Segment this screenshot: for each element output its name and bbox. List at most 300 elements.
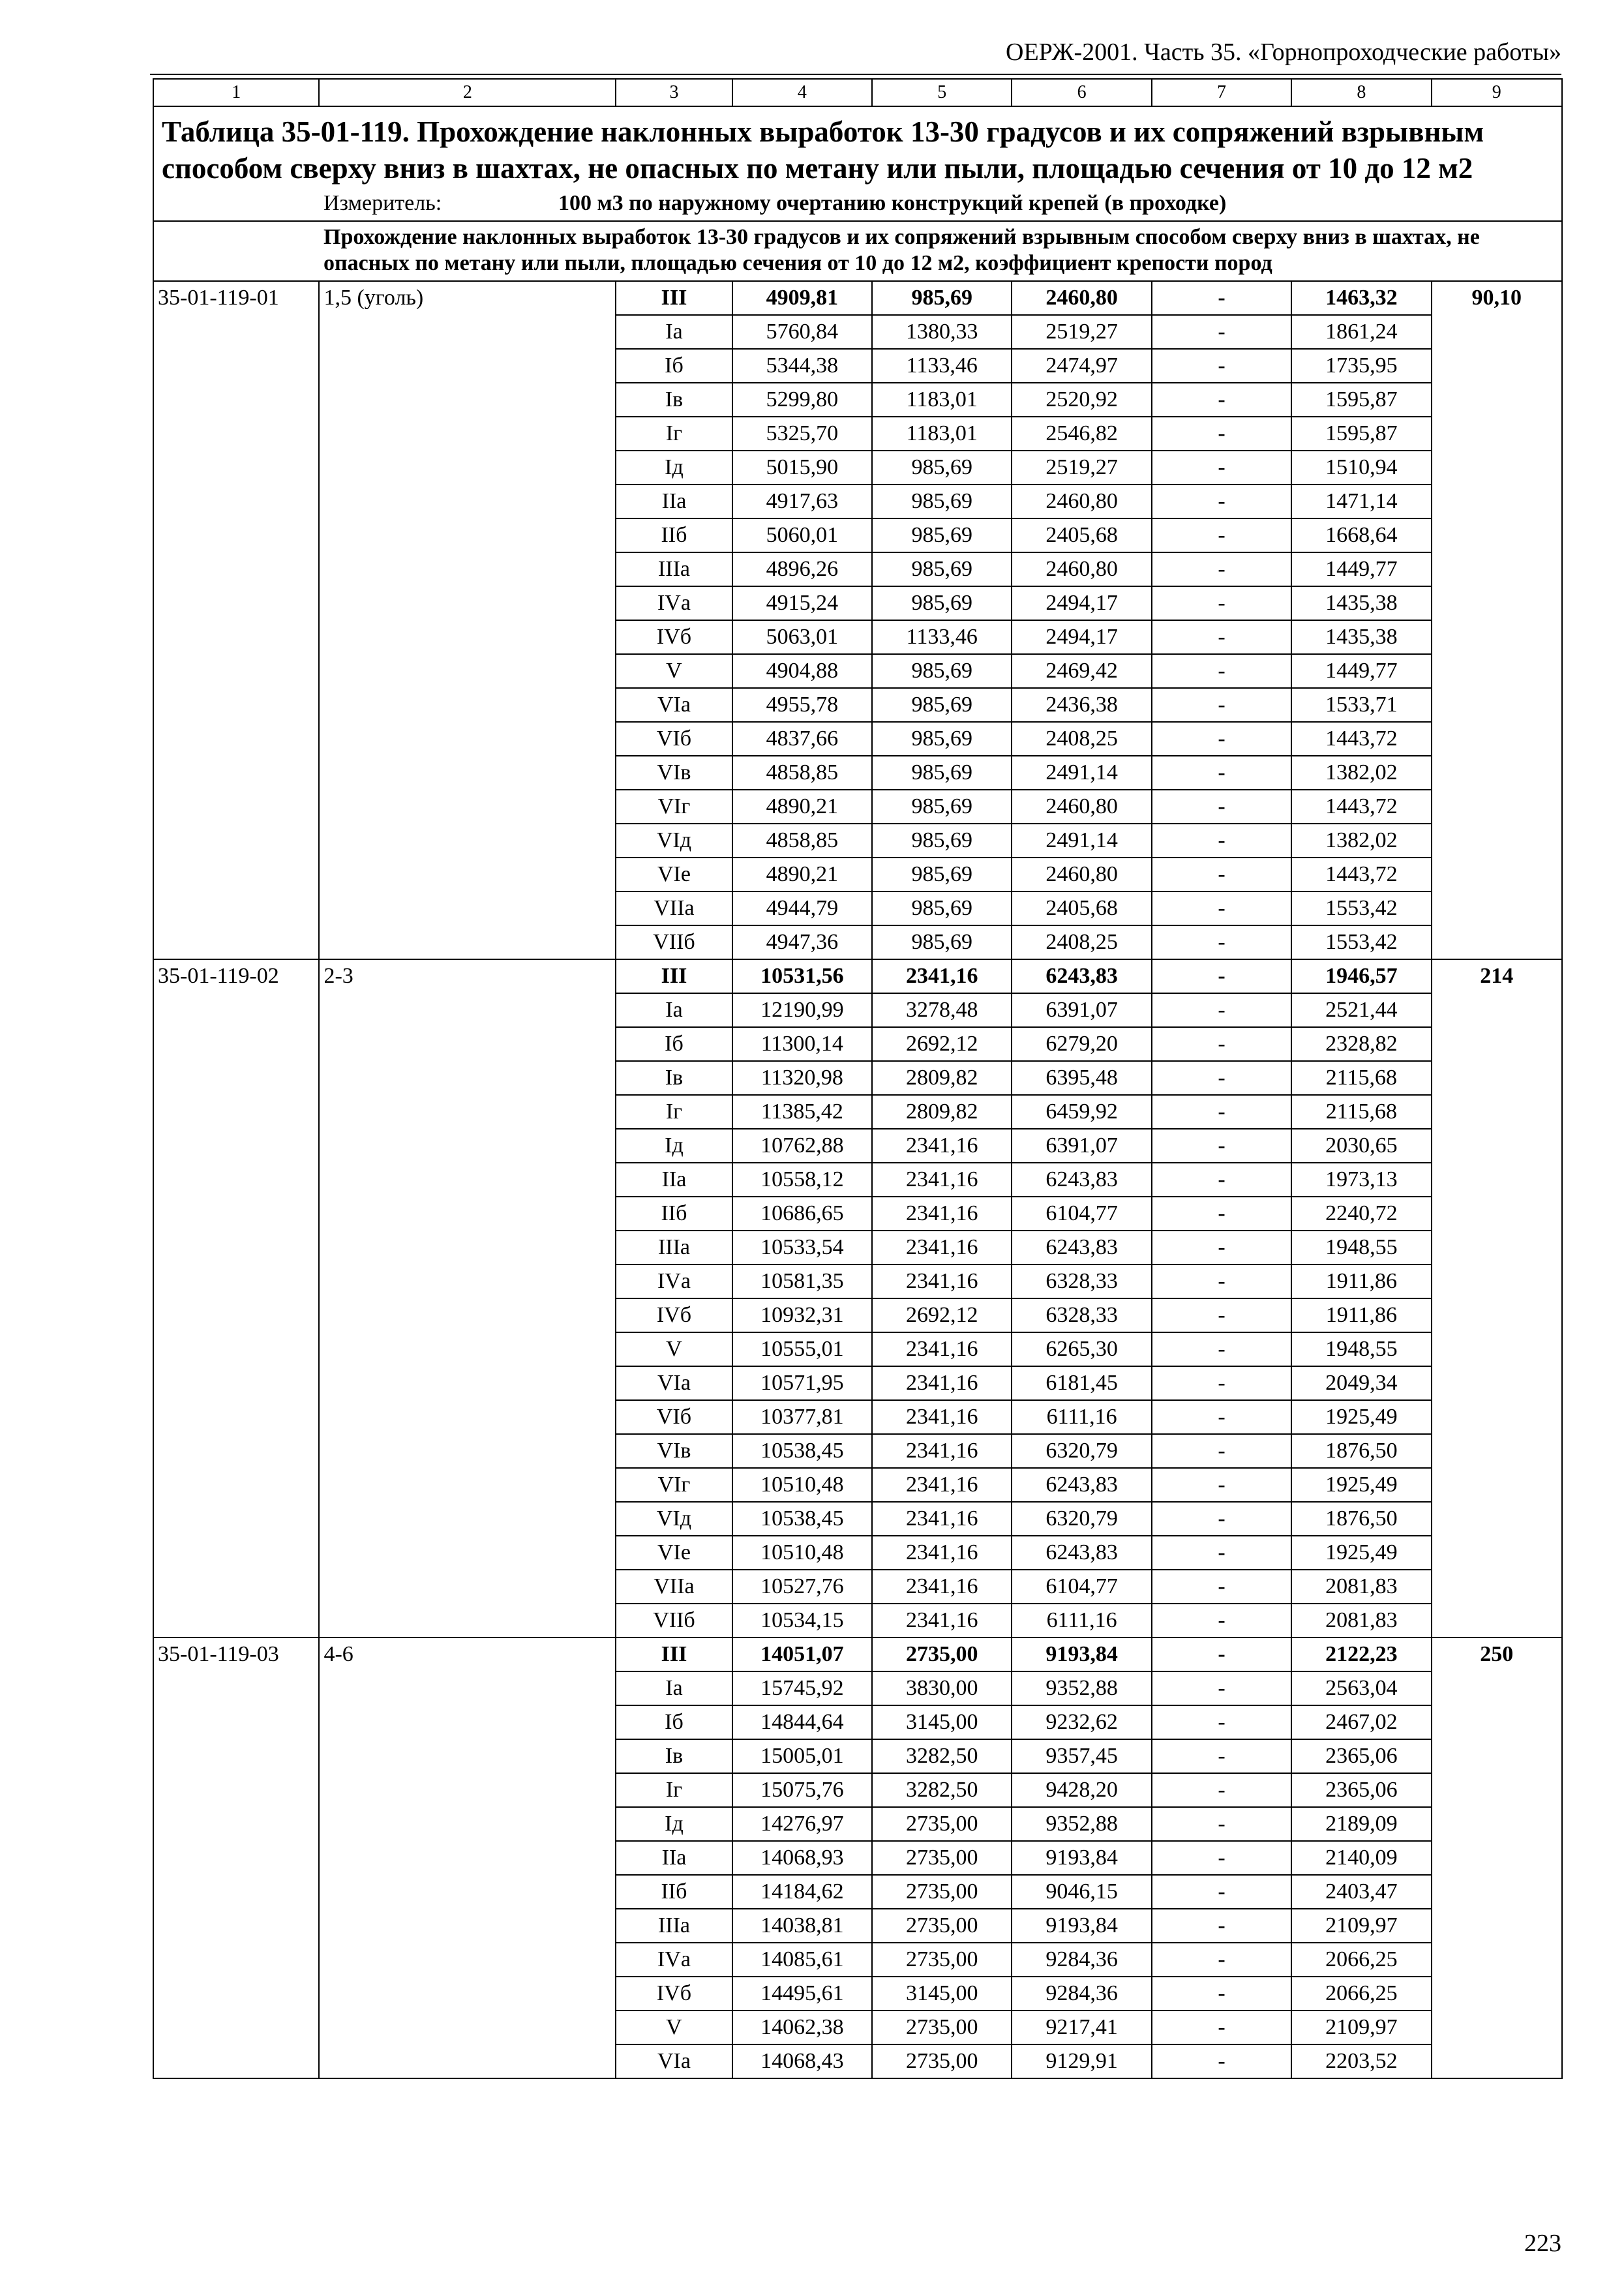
support-class: VIв [616,1434,732,1468]
direct-cost: 14495,61 [732,1977,872,2011]
direct-cost: 11385,42 [732,1095,872,1129]
labor-cost: 985,69 [872,451,1012,485]
direct-cost: 14051,07 [732,1638,872,1671]
driver-cost: - [1152,1400,1291,1434]
driver-cost: - [1152,1231,1291,1264]
machine-cost: 2494,17 [1012,586,1151,620]
machine-cost: 2408,25 [1012,722,1151,756]
labor-hours: 90,10 [1432,281,1562,959]
labor-cost: 985,69 [872,891,1012,925]
support-class: IVа [616,1943,732,1977]
driver-cost: - [1152,1197,1291,1231]
driver-cost: - [1152,654,1291,688]
direct-cost: 4837,66 [732,722,872,756]
support-class: IIа [616,1163,732,1197]
driver-cost: - [1152,417,1291,451]
support-class: Iд [616,1129,732,1163]
driver-cost: - [1152,891,1291,925]
machine-cost: 6243,83 [1012,1536,1151,1570]
support-class: Iа [616,993,732,1027]
support-class: III [616,959,732,993]
direct-cost: 10534,15 [732,1604,872,1638]
support-class: VIб [616,1400,732,1434]
direct-cost: 4858,85 [732,756,872,790]
materials-cost: 2115,68 [1291,1061,1431,1095]
direct-cost: 10377,81 [732,1400,872,1434]
materials-cost: 1553,42 [1291,891,1431,925]
driver-cost: - [1152,1095,1291,1129]
labor-cost: 2735,00 [872,1807,1012,1841]
driver-cost: - [1152,1027,1291,1061]
labor-cost: 1183,01 [872,417,1012,451]
labor-cost: 2341,16 [872,1264,1012,1298]
direct-cost: 4947,36 [732,925,872,959]
machine-cost: 6265,30 [1012,1332,1151,1366]
labor-cost: 2341,16 [872,1604,1012,1638]
driver-cost: - [1152,1468,1291,1502]
support-class: VIIб [616,1604,732,1638]
materials-cost: 2109,97 [1291,1909,1431,1943]
column-number: 3 [616,79,732,106]
machine-cost: 2474,97 [1012,349,1151,383]
support-class: VIд [616,824,732,858]
support-class: IVб [616,1298,732,1332]
support-class: Iг [616,1773,732,1807]
materials-cost: 2081,83 [1291,1570,1431,1604]
driver-cost: - [1152,1773,1291,1807]
machine-cost: 2460,80 [1012,790,1151,824]
labor-cost: 985,69 [872,654,1012,688]
column-number-row [153,79,1562,106]
labor-cost: 2735,00 [872,2044,1012,2078]
running-header: ОЕРЖ-2001. Часть 35. «Горнопроходческие работы» [1006,38,1561,66]
machine-cost: 6391,07 [1012,993,1151,1027]
materials-cost: 1533,71 [1291,688,1431,722]
labor-cost: 3278,48 [872,993,1012,1027]
measure-value: 100 м3 по наружному очертанию конструкций крепей (в проходке) [558,191,1227,215]
support-class: Iв [616,383,732,417]
driver-cost: - [1152,1977,1291,2011]
labor-cost: 2341,16 [872,1468,1012,1502]
labor-cost: 1380,33 [872,315,1012,349]
support-class: IIб [616,518,732,552]
support-class: III [616,1638,732,1671]
labor-cost: 3830,00 [872,1671,1012,1705]
direct-cost: 10686,65 [732,1197,872,1231]
direct-cost: 14068,43 [732,2044,872,2078]
column-number: 2 [319,79,616,106]
rate-code: 35-01-119-03 [153,1638,319,2078]
direct-cost: 10571,95 [732,1366,872,1400]
labor-cost: 985,69 [872,688,1012,722]
support-class: Iг [616,1095,732,1129]
labor-cost: 985,69 [872,790,1012,824]
support-class: Iа [616,315,732,349]
driver-cost: - [1152,1434,1291,1468]
header-divider [150,74,1561,75]
materials-cost: 2403,47 [1291,1875,1431,1909]
driver-cost: - [1152,722,1291,756]
driver-cost: - [1152,858,1291,891]
rock-category: 1,5 (уголь) [319,281,616,959]
materials-cost: 1595,87 [1291,383,1431,417]
machine-cost: 9352,88 [1012,1671,1151,1705]
materials-cost: 1861,24 [1291,315,1431,349]
direct-cost: 14184,62 [732,1875,872,1909]
labor-cost: 985,69 [872,722,1012,756]
materials-cost: 2049,34 [1291,1366,1431,1400]
direct-cost: 4917,63 [732,485,872,518]
driver-cost: - [1152,1841,1291,1875]
machine-cost: 6243,83 [1012,1163,1151,1197]
table-title: Таблица 35-01-119. Прохождение наклонных выработок 13-30 градусов и их сопряжений взрывным способом сверху вниз в шахтах, не опасных по метану или пыли, площадью сечения от 10 до 12 м2 [153,106,1562,187]
labor-cost: 2341,16 [872,1366,1012,1400]
direct-cost: 11320,98 [732,1061,872,1095]
support-class: Iа [616,1671,732,1705]
machine-cost: 9284,36 [1012,1943,1151,1977]
direct-cost: 14062,38 [732,2011,872,2044]
materials-cost: 2109,97 [1291,2011,1431,2044]
support-class: IIа [616,1841,732,1875]
materials-cost: 1382,02 [1291,824,1431,858]
machine-cost: 6328,33 [1012,1298,1151,1332]
support-class: VIг [616,790,732,824]
support-class: IIб [616,1875,732,1909]
support-class: VIIа [616,1570,732,1604]
direct-cost: 12190,99 [732,993,872,1027]
driver-cost: - [1152,1061,1291,1095]
labor-cost: 2809,82 [872,1061,1012,1095]
labor-hours: 250 [1432,1638,1562,2078]
direct-cost: 4915,24 [732,586,872,620]
machine-cost: 6459,92 [1012,1095,1151,1129]
labor-cost: 2341,16 [872,1129,1012,1163]
materials-cost: 1876,50 [1291,1502,1431,1536]
direct-cost: 5015,90 [732,451,872,485]
machine-cost: 9428,20 [1012,1773,1151,1807]
machine-cost: 6104,77 [1012,1570,1151,1604]
table-body [153,79,1562,2078]
labor-cost: 1133,46 [872,349,1012,383]
materials-cost: 1948,55 [1291,1332,1431,1366]
support-class: VIIб [616,925,732,959]
labor-cost: 2341,16 [872,1332,1012,1366]
direct-cost: 4909,81 [732,281,872,315]
measure-label: Измеритель: [323,191,442,215]
support-class: Iб [616,1705,732,1739]
machine-cost: 6243,83 [1012,1231,1151,1264]
column-number: 8 [1291,79,1431,106]
driver-cost: - [1152,1705,1291,1739]
support-class: IVа [616,1264,732,1298]
materials-cost: 1948,55 [1291,1231,1431,1264]
driver-cost: - [1152,281,1291,315]
materials-cost: 2467,02 [1291,1705,1431,1739]
materials-cost: 2563,04 [1291,1671,1431,1705]
direct-cost: 5063,01 [732,620,872,654]
support-class: VIе [616,1536,732,1570]
driver-cost: - [1152,2044,1291,2078]
direct-cost: 10510,48 [732,1536,872,1570]
driver-cost: - [1152,552,1291,586]
driver-cost: - [1152,993,1291,1027]
machine-cost: 6111,16 [1012,1604,1151,1638]
labor-cost: 985,69 [872,485,1012,518]
direct-cost: 10538,45 [732,1502,872,1536]
materials-cost: 1946,57 [1291,959,1431,993]
materials-cost: 1435,38 [1291,586,1431,620]
materials-cost: 1668,64 [1291,518,1431,552]
machine-cost: 2494,17 [1012,620,1151,654]
direct-cost: 5299,80 [732,383,872,417]
materials-cost: 1553,42 [1291,925,1431,959]
labor-cost: 3282,50 [872,1739,1012,1773]
machine-cost: 9193,84 [1012,1841,1151,1875]
machine-cost: 6320,79 [1012,1434,1151,1468]
labor-cost: 985,69 [872,925,1012,959]
driver-cost: - [1152,485,1291,518]
support-class: Iд [616,451,732,485]
materials-cost: 2030,65 [1291,1129,1431,1163]
materials-cost: 1463,32 [1291,281,1431,315]
labor-cost: 985,69 [872,824,1012,858]
labor-cost: 2341,16 [872,1231,1012,1264]
support-class: Iг [616,417,732,451]
support-class: VIв [616,756,732,790]
materials-cost: 2240,72 [1291,1197,1431,1231]
machine-cost: 2491,14 [1012,756,1151,790]
support-class: V [616,2011,732,2044]
labor-cost: 1183,01 [872,383,1012,417]
support-class: VIб [616,722,732,756]
driver-cost: - [1152,1604,1291,1638]
materials-cost: 1911,86 [1291,1298,1431,1332]
materials-cost: 2328,82 [1291,1027,1431,1061]
direct-cost: 10533,54 [732,1231,872,1264]
driver-cost: - [1152,383,1291,417]
materials-cost: 1973,13 [1291,1163,1431,1197]
materials-cost: 1449,77 [1291,654,1431,688]
table-row [153,1638,1562,1671]
machine-cost: 6104,77 [1012,1197,1151,1231]
labor-cost: 2735,00 [872,2011,1012,2044]
driver-cost: - [1152,1536,1291,1570]
machine-cost: 2546,82 [1012,417,1151,451]
direct-cost: 14276,97 [732,1807,872,1841]
materials-cost: 1471,14 [1291,485,1431,518]
direct-cost: 10538,45 [732,1434,872,1468]
driver-cost: - [1152,1502,1291,1536]
machine-cost: 9193,84 [1012,1909,1151,1943]
driver-cost: - [1152,959,1291,993]
support-class: IIIа [616,552,732,586]
rock-category: 4-6 [319,1638,616,2078]
labor-cost: 2341,16 [872,1400,1012,1434]
driver-cost: - [1152,1129,1291,1163]
machine-cost: 2520,92 [1012,383,1151,417]
direct-cost: 10527,76 [732,1570,872,1604]
driver-cost: - [1152,1570,1291,1604]
labor-cost: 2735,00 [872,1875,1012,1909]
direct-cost: 4904,88 [732,654,872,688]
labor-cost: 2341,16 [872,959,1012,993]
direct-cost: 11300,14 [732,1027,872,1061]
machine-cost: 2519,27 [1012,451,1151,485]
machine-cost: 6181,45 [1012,1366,1151,1400]
machine-cost: 2405,68 [1012,518,1151,552]
machine-cost: 6391,07 [1012,1129,1151,1163]
direct-cost: 15745,92 [732,1671,872,1705]
driver-cost: - [1152,518,1291,552]
machine-cost: 2519,27 [1012,315,1151,349]
support-class: Iв [616,1739,732,1773]
driver-cost: - [1152,315,1291,349]
driver-cost: - [1152,688,1291,722]
materials-cost: 2365,06 [1291,1739,1431,1773]
driver-cost: - [1152,1807,1291,1841]
support-class: IIIа [616,1231,732,1264]
page-number: 223 [1524,2230,1561,2257]
materials-cost: 2066,25 [1291,1977,1431,2011]
support-class: VIа [616,1366,732,1400]
machine-cost: 2460,80 [1012,552,1151,586]
materials-cost: 2140,09 [1291,1841,1431,1875]
support-class: IVб [616,1977,732,2011]
direct-cost: 5760,84 [732,315,872,349]
driver-cost: - [1152,1366,1291,1400]
driver-cost: - [1152,349,1291,383]
materials-cost: 1876,50 [1291,1434,1431,1468]
support-class: IIIа [616,1909,732,1943]
labor-cost: 2341,16 [872,1502,1012,1536]
rate-code: 35-01-119-02 [153,959,319,1638]
direct-cost: 10581,35 [732,1264,872,1298]
direct-cost: 5325,70 [732,417,872,451]
materials-cost: 1911,86 [1291,1264,1431,1298]
driver-cost: - [1152,1875,1291,1909]
machine-cost: 6395,48 [1012,1061,1151,1095]
support-class: VIа [616,2044,732,2078]
labor-cost: 985,69 [872,281,1012,315]
machine-cost: 2460,80 [1012,281,1151,315]
labor-cost: 2735,00 [872,1638,1012,1671]
machine-cost: 2469,42 [1012,654,1151,688]
materials-cost: 2115,68 [1291,1095,1431,1129]
driver-cost: - [1152,620,1291,654]
machine-cost: 9232,62 [1012,1705,1151,1739]
machine-cost: 9357,45 [1012,1739,1151,1773]
driver-cost: - [1152,756,1291,790]
support-class: IIб [616,1197,732,1231]
labor-cost: 2341,16 [872,1570,1012,1604]
driver-cost: - [1152,925,1291,959]
driver-cost: - [1152,451,1291,485]
support-class: IVб [616,620,732,654]
machine-cost: 2460,80 [1012,485,1151,518]
materials-cost: 1735,95 [1291,349,1431,383]
materials-cost: 1925,49 [1291,1468,1431,1502]
labor-cost: 2341,16 [872,1197,1012,1231]
machine-cost: 9352,88 [1012,1807,1151,1841]
driver-cost: - [1152,1163,1291,1197]
materials-cost: 1925,49 [1291,1400,1431,1434]
labor-hours: 214 [1432,959,1562,1638]
machine-cost: 6279,20 [1012,1027,1151,1061]
machine-cost: 9046,15 [1012,1875,1151,1909]
direct-cost: 15005,01 [732,1739,872,1773]
machine-cost: 2460,80 [1012,858,1151,891]
direct-cost: 15075,76 [732,1773,872,1807]
materials-cost: 1449,77 [1291,552,1431,586]
column-number: 4 [732,79,872,106]
support-class: V [616,654,732,688]
labor-cost: 2692,12 [872,1027,1012,1061]
machine-cost: 2436,38 [1012,688,1151,722]
direct-cost: 4955,78 [732,688,872,722]
labor-cost: 2341,16 [872,1434,1012,1468]
description-row [153,221,1562,281]
support-class: V [616,1332,732,1366]
labor-cost: 985,69 [872,756,1012,790]
materials-cost: 1925,49 [1291,1536,1431,1570]
materials-cost: 2081,83 [1291,1604,1431,1638]
materials-cost: 2066,25 [1291,1943,1431,1977]
machine-cost: 6328,33 [1012,1264,1151,1298]
labor-cost: 2735,00 [872,1841,1012,1875]
direct-cost: 10762,88 [732,1129,872,1163]
labor-cost: 985,69 [872,552,1012,586]
labor-cost: 2735,00 [872,1943,1012,1977]
labor-cost: 985,69 [872,586,1012,620]
labor-cost: 2809,82 [872,1095,1012,1129]
direct-cost: 14844,64 [732,1705,872,1739]
materials-cost: 2521,44 [1291,993,1431,1027]
work-description: Прохождение наклонных выработок 13-30 градусов и их сопряжений взрывным способом сверху вниз в шахтах, не опасных по метану или пыли, площадью сечения от 10 до 12 м2, коэффициент крепости пород [153,221,1562,281]
machine-cost: 6320,79 [1012,1502,1151,1536]
labor-cost: 2692,12 [872,1298,1012,1332]
materials-cost: 1443,72 [1291,722,1431,756]
machine-cost: 2491,14 [1012,824,1151,858]
column-number: 1 [153,79,319,106]
direct-cost: 14068,93 [732,1841,872,1875]
support-class: IVа [616,586,732,620]
materials-cost: 1443,72 [1291,790,1431,824]
support-class: VIг [616,1468,732,1502]
support-class: III [616,281,732,315]
support-class: Iб [616,1027,732,1061]
driver-cost: - [1152,586,1291,620]
machine-cost: 9217,41 [1012,2011,1151,2044]
materials-cost: 1510,94 [1291,451,1431,485]
labor-cost: 985,69 [872,518,1012,552]
labor-cost: 2341,16 [872,1163,1012,1197]
table-row [153,959,1562,993]
materials-cost: 2189,09 [1291,1807,1431,1841]
measure-cell [153,187,1562,221]
driver-cost: - [1152,1739,1291,1773]
support-class: Iв [616,1061,732,1095]
support-class: VIе [616,858,732,891]
direct-cost: 4858,85 [732,824,872,858]
rock-category: 2-3 [319,959,616,1638]
column-number: 7 [1152,79,1291,106]
driver-cost: - [1152,1264,1291,1298]
rate-code: 35-01-119-01 [153,281,319,959]
materials-cost: 1382,02 [1291,756,1431,790]
materials-cost: 2365,06 [1291,1773,1431,1807]
labor-cost: 985,69 [872,858,1012,891]
machine-cost: 6243,83 [1012,1468,1151,1502]
